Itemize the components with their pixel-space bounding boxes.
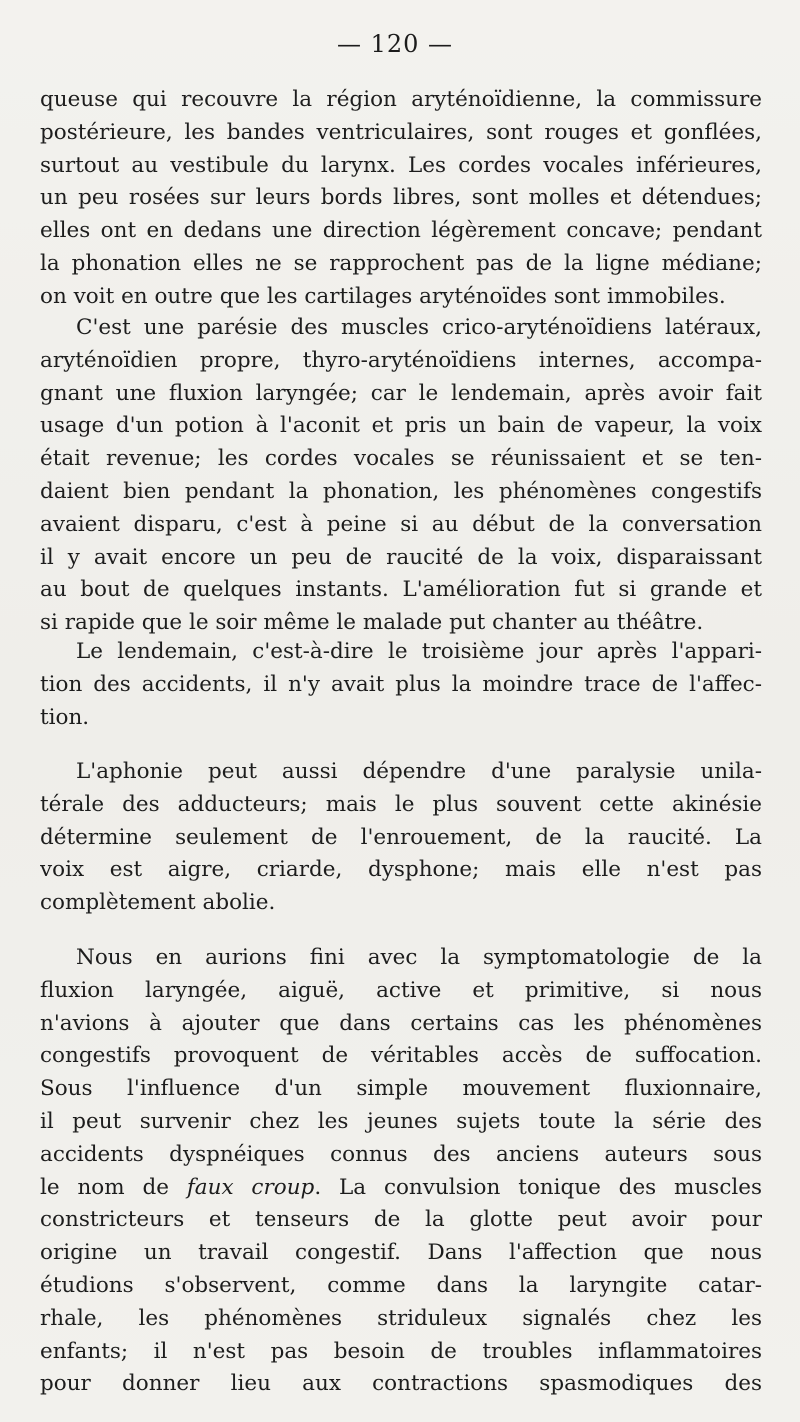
text-line: il y avait encore un peu de raucité de la voix, disparaissant (40, 544, 762, 570)
text-line: Nous en aurions fini avec la symptomatologie de la (76, 945, 762, 970)
paragraph-3 (40, 636, 762, 734)
text-line: voix est aigre, criarde, dysphone; mais elle n'est pas (40, 857, 762, 883)
text-line: complètement abolie. (40, 890, 276, 916)
paragraph-2 (40, 312, 762, 640)
text-line: un peu rosées sur leurs bords libres, sont molles et détendues; (40, 185, 762, 211)
text-line: postérieure, les bandes ventriculaires, sont rouges et gonflées, (40, 119, 762, 145)
text-line: fluxion laryngée, aiguë, active et primitive, si nous (40, 977, 762, 1003)
text-line: elles ont en dedans une direction légèrement concave; pendant (40, 218, 762, 244)
text-line: L'aphonie peut aussi dépendre d'une paralysie unila- (76, 759, 762, 784)
text-line: aryténoïdien propre, thyro-aryténoïdiens internes, accompa- (40, 347, 762, 373)
text-line-with-italic (40, 1172, 762, 1205)
text-line: tion. (40, 704, 90, 730)
text-line: constricteurs et tenseurs de la glotte peut avoir pour (40, 1207, 762, 1233)
text-line: rhale, les phénomènes striduleux signalés chez les (40, 1305, 762, 1331)
text-line: la phonation elles ne se rapprochent pas de la ligne médiane; (40, 250, 762, 276)
text-line: détermine seulement de l'enrouement, de la raucité. La (40, 824, 762, 850)
text-line: C'est une parésie des muscles crico-aryténoïdiens latéraux, (76, 315, 762, 340)
text-line: usage d'un potion à l'aconit et pris un bain de vapeur, la voix (40, 413, 762, 439)
text-line: au bout de quelques instants. L'amélioration fut si grande et (40, 577, 762, 603)
paragraph-1 (40, 84, 762, 314)
text-line: Sous l'influence d'un simple mouvement fluxionnaire, (40, 1076, 762, 1102)
text-line: queuse qui recouvre la région aryténoïdienne, la commissure (40, 87, 762, 112)
text-line: enfants; il n'est pas besoin de troubles inflammatoires (40, 1338, 762, 1364)
text-line: il peut survenir chez les jeunes sujets toute la série des (40, 1108, 762, 1134)
text-line: accidents dyspnéiques connus des anciens auteurs sous (40, 1141, 762, 1167)
text-line: Le lendemain, c'est-à-dire le troisième jour après l'appari- (76, 639, 762, 664)
text-line: pour donner lieu aux contractions spasmodiques des (40, 1371, 762, 1397)
text-line: surtout au vestibule du larynx. Les cordes vocales inférieures, (40, 152, 762, 178)
text-line: congestifs provoquent de véritables accès de suffocation. (40, 1043, 762, 1069)
text-line: tion des accidents, il n'y avait plus la moindre trace de l'affec- (40, 671, 762, 697)
text-line: daient bien pendant la phonation, les phénomènes congestifs (40, 478, 762, 504)
text-line: si rapide que le soir même le malade put chanter au théâtre. (40, 610, 704, 636)
page-number: — 120 — (336, 30, 454, 58)
text-line: avaient disparu, c'est à peine si au début de la conversation (40, 511, 762, 537)
text-line: origine un travail congestif. Dans l'affection que nous (40, 1240, 762, 1266)
text-line: n'avions à ajouter que dans certains cas les phénomènes (40, 1010, 762, 1036)
text-line: on voit en outre que les cartilages aryténoïdes sont immobiles. (40, 283, 726, 309)
text-line: était revenue; les cordes vocales se réunissaient et se ten- (40, 446, 762, 472)
text-line: gnant une fluxion laryngée; car le lendemain, après avoir fait (40, 380, 762, 406)
paragraph-5 (40, 942, 762, 1401)
italic-term: faux croup (186, 1174, 315, 1200)
text-segment: . La convulsion tonique des muscles (314, 1174, 762, 1200)
text-line: étudions s'observent, comme dans la laryngite catar- (40, 1272, 762, 1298)
text-segment: le nom de (40, 1174, 187, 1200)
paragraph-4 (40, 756, 762, 920)
text-line: térale des adducteurs; mais le plus souvent cette akinésie (40, 791, 762, 817)
